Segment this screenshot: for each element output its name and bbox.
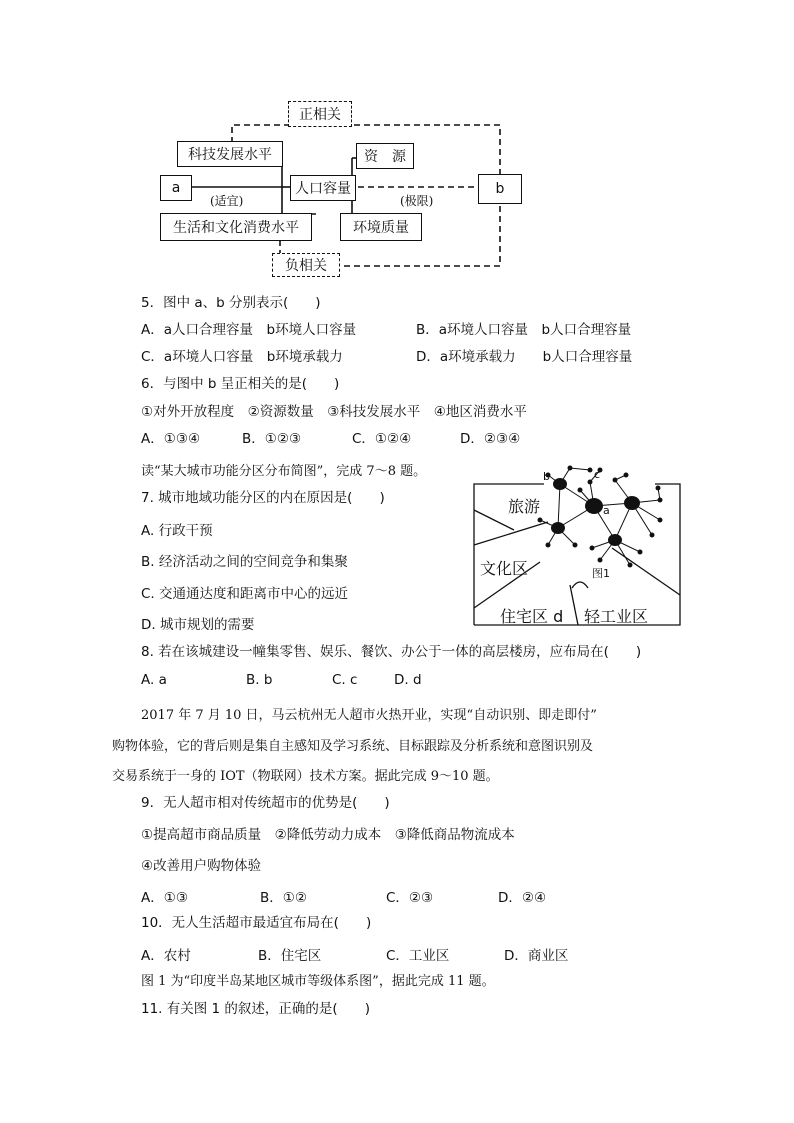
intro-9-10-line-1: 2017 年 7 月 10 日，马云杭州无人超市火热开业，实现“自动识别、即走即付” [141,708,597,723]
question-6-stem: 6．与图中 b 呈正相关的是( ) [141,376,340,392]
question-8-option-a: A. a [141,672,167,688]
question-5-option-d: D．a环境承载力 b人口合理容量 [416,349,633,365]
question-9-option-b: B．①② [260,890,307,906]
question-8-option-c: C. c [332,672,358,688]
node-b-label: b [495,181,505,197]
tech-level-label: 科技发展水平 [188,147,272,163]
map-point-b: b [543,470,550,483]
map-point-c: c [594,468,601,481]
light-industry-zone-label: 轻工业区 [584,607,649,626]
positive-correlation-label: 正相关 [299,107,341,123]
question-5-option-b: B．a环境人口容量 b人口合理容量 [416,322,632,338]
question-5-stem: 5．图中 a、b 分别表示( ) [141,295,321,311]
question-10-stem: 10．无人生活超市最适宜布局在( ) [141,915,372,931]
question-9-option-a: A．①③ [141,890,188,906]
limit-label: (极限) [400,194,434,208]
intro-7-8: 读“某大城市功能分区分布简图”，完成 7～8 题。 [141,464,427,479]
question-6-option-a: A．①③④ [141,431,201,447]
question-6-items: ①对外开放程度 ②资源数量 ③科技发展水平 ④地区消费水平 [141,404,527,420]
node-a-label: a [171,180,181,196]
question-6-option-d: D．②③④ [460,431,521,447]
question-10-option-b: B．住宅区 [258,948,322,964]
question-8-option-d: D. d [394,672,422,688]
question-10-option-c: C．工业区 [386,948,450,964]
question-7-option-b: B. 经济活动之间的空间竞争和集聚 [141,554,348,570]
question-8-option-b: B. b [246,672,273,688]
figure-1-label: 图1 [592,567,610,580]
question-7-option-d: D. 城市规划的需要 [141,617,255,633]
population-capacity-label: 人口容量 [295,181,351,197]
question-9-option-d: D．②④ [498,890,547,906]
question-10-option-d: D．商业区 [504,948,569,964]
question-5-option-a: A．a人口合理容量 b环境人口容量 [141,322,357,338]
question-7-stem: 7. 城市地域功能分区的内在原因是( ) [141,490,385,506]
question-6-option-b: B．①②③ [242,431,302,447]
question-9-option-c: C．②③ [386,890,434,906]
intro-9-10-line-2: 购物体验，它的背后则是集自主感知及学习系统、目标跟踪及分析系统和意图识别及 [112,739,594,754]
residential-zone-label: 住宅区 d [500,607,564,626]
question-7-option-a: A. 行政干预 [141,523,213,539]
question-10-option-a: A．农村 [141,948,191,964]
question-8-stem: 8. 若在该城建设一幢集零售、娱乐、餐饮、办公于一体的高层楼房，应布局在( ) [141,644,642,660]
environment-quality-label: 环境质量 [353,220,409,236]
question-5-option-c: C．a环境人口容量 b环境承载力 [141,349,343,365]
negative-correlation-label: 负相关 [285,258,327,274]
map-point-a: a [603,504,610,517]
question-6-option-c: C．①②④ [352,431,412,447]
question-9-items-1: ①提高超市商品质量 ②降低劳动力成本 ③降低商品物流成本 [141,827,515,843]
intro-9-10-line-3: 交易系统于一身的 IOT（物联网）技术方案。据此完成 9～10 题。 [112,769,499,784]
tourism-zone-label: 旅游 [508,497,541,516]
question-9-stem: 9．无人超市相对传统超市的优势是( ) [141,795,390,811]
question-7-option-c: C. 交通通达度和距离市中心的远近 [141,586,349,602]
resources-label: 资 源 [364,149,406,165]
question-9-items-2: ④改善用户购物体验 [141,858,262,874]
intro-11: 图 1 为“印度半岛某地区城市等级体系图”，据此完成 11 题。 [141,974,495,989]
question-11-stem: 11. 有关图 1 的叙述，正确的是( ) [141,1001,370,1017]
consumption-level-label: 生活和文化消费水平 [173,220,299,236]
culture-zone-label: 文化区 [480,559,529,578]
appropriate-label: (适宜) [210,194,244,208]
